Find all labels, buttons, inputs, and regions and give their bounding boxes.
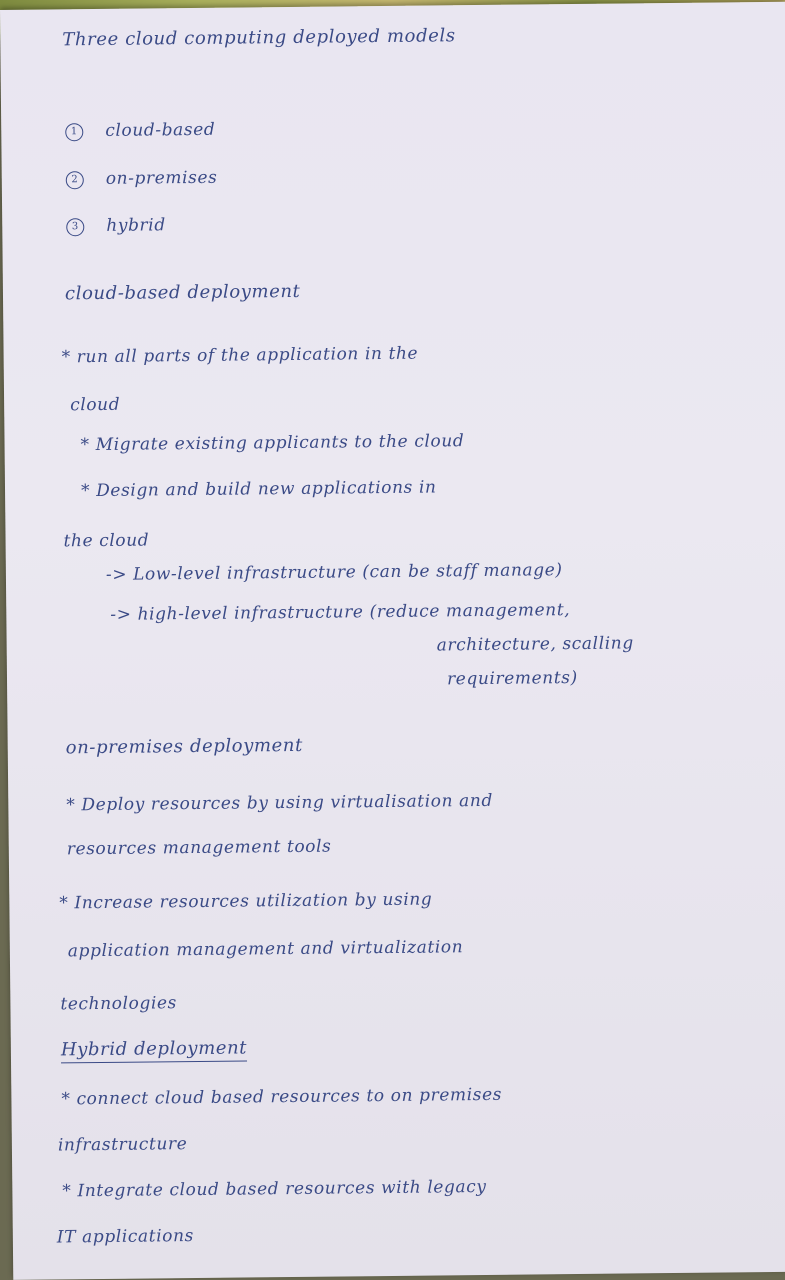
onprem-section-heading: on-premises deployment [65,734,303,759]
onprem-line: * Increase resources utilization by using [59,889,433,914]
number-3-badge: 3 [66,218,84,236]
model-item-1 [65,120,215,142]
cloud-sub-bullet: -> Low-level infrastructure (can be staff manage) [105,560,563,585]
model-label: on-premises [105,167,218,189]
cloud-bullet: * Migrate existing applicants to the cloud [80,431,465,456]
onprem-line: * Deploy resources by using virtualisation and [66,790,493,816]
cloud-section-heading: cloud-based deployment [64,280,301,305]
hybrid-line: infrastructure [57,1134,188,1156]
hybrid-section-heading: Hybrid deployment [61,1037,247,1063]
model-item-2 [66,168,218,190]
cloud-sub-bullet: architecture, scalling [436,633,634,656]
model-label: cloud-based [105,119,216,141]
hybrid-line: IT applications [56,1226,195,1248]
cloud-bullet: * run all parts of the application in the [61,343,419,368]
cloud-bullet: the cloud [63,530,150,552]
page-title: Three cloud computing deployed models [62,25,456,51]
cloud-sub-bullet: requirements) [446,667,578,690]
cloud-sub-bullet: -> high-level infrastructure (reduce management, [110,600,571,625]
hybrid-line: * Integrate cloud based resources with legacy [62,1176,487,1202]
model-item-3 [66,215,166,236]
cloud-bullet: * Design and build new applications in [80,477,437,502]
number-2-badge: 2 [66,171,84,189]
model-label: hybrid [106,215,166,236]
onprem-line: technologies [60,993,178,1015]
cloud-bullet: cloud [70,394,121,416]
hybrid-line: * connect cloud based resources to on premises [61,1084,503,1110]
notebook-page [0,2,785,1280]
number-1-badge: 1 [65,123,83,141]
onprem-line: resources management tools [66,836,332,860]
onprem-line: application management and virtualization [67,937,464,962]
